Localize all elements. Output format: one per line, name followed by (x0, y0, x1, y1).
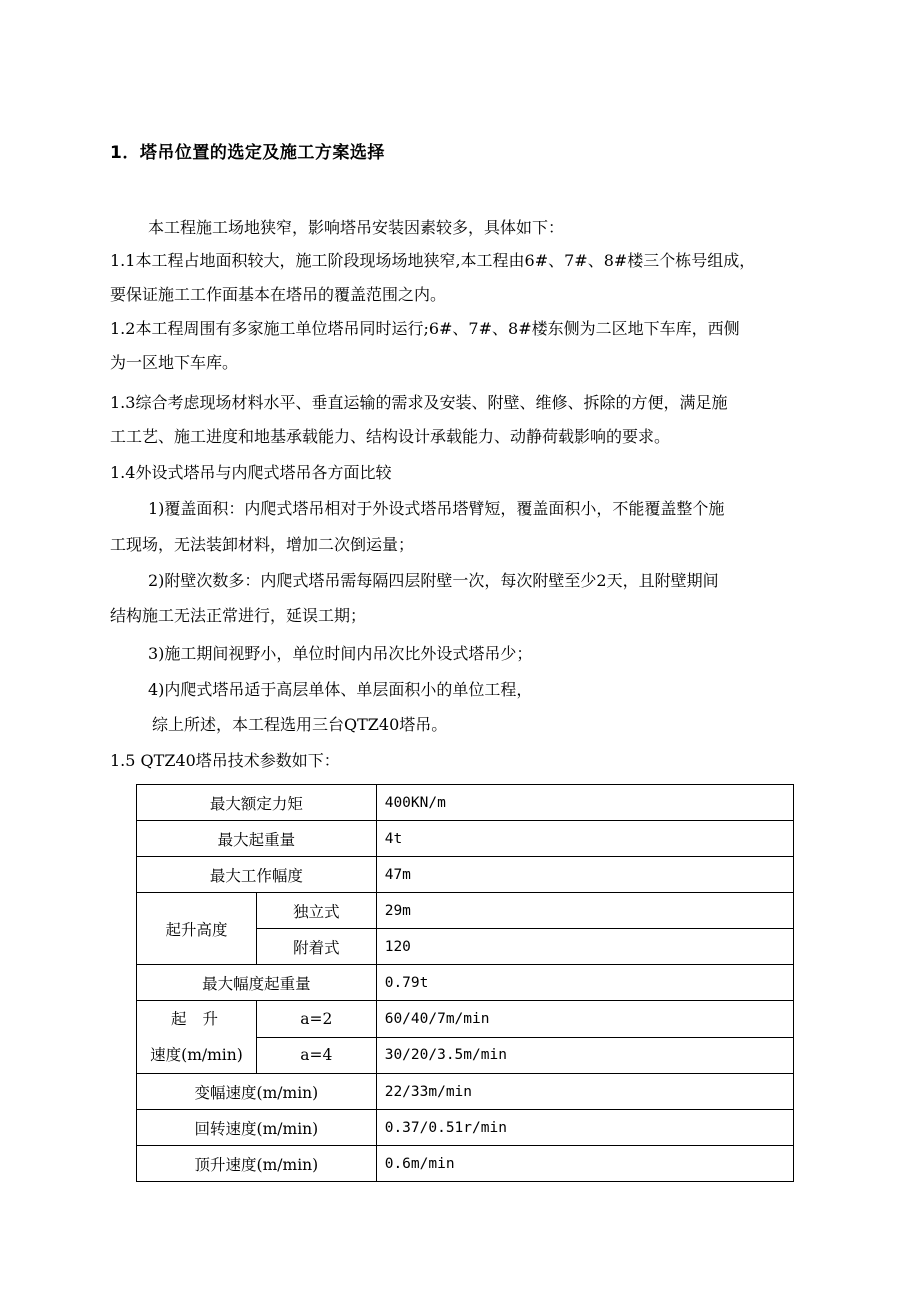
param-sublabel: 附着式 (256, 929, 376, 965)
paragraph-line: 要保证施工工作面基本在塔吊的覆盖范围之内。 (110, 285, 447, 304)
param-value: 400KN/m (376, 785, 793, 821)
table-row (137, 821, 794, 857)
param-label: 变幅速度(m/min) (137, 1074, 377, 1110)
table-row (137, 1001, 794, 1038)
paragraph-line: 1.1本工程占地面积较大，施工阶段现场场地狭窄,本工程由6#、7#、8#楼三个栋号组成， (110, 251, 756, 270)
table-row (137, 1074, 794, 1110)
paragraph-line: 1.4外设式塔吊与内爬式塔吊各方面比较 (110, 463, 392, 482)
param-label: 最大幅度起重量 (137, 965, 377, 1001)
param-label: 最大工作幅度 (137, 857, 377, 893)
param-value: 60/40/7m/min (376, 1001, 793, 1038)
tower-crane-parameters-table (136, 784, 794, 1182)
paragraph-line: 工工艺、施工进度和地基承载能力、结构设计承载能力、动静荷载影响的要求。 (110, 427, 671, 446)
param-sublabel: a=4 (256, 1037, 376, 1074)
table-row (137, 965, 794, 1001)
param-label-part: 速度(m/min) (150, 1046, 243, 1064)
paragraph-line: 1.3综合考虑现场材料水平、垂直运输的需求及安装、附壁、维修、拆除的方便，满足施 (110, 393, 728, 412)
param-label: 起升高度 (137, 893, 257, 965)
param-value: 120 (376, 929, 793, 965)
table-row (137, 1110, 794, 1146)
param-value: 29m (376, 893, 793, 929)
param-label-part: 起 (171, 1010, 187, 1028)
param-value: 0.6m/min (376, 1146, 793, 1182)
table-row (137, 1146, 794, 1182)
paragraph-line: 本工程施工场地狭窄，影响塔吊安装因素较多，具体如下： (148, 218, 565, 237)
param-value: 0.37/0.51r/min (376, 1110, 793, 1146)
param-label (137, 1001, 257, 1074)
param-sublabel: a=2 (256, 1001, 376, 1038)
param-value: 0.79t (376, 965, 793, 1001)
param-value: 47m (376, 857, 793, 893)
param-label-part: 升 (202, 1010, 218, 1028)
paragraph-line: 2)附壁次数多：内爬式塔吊需每隔四层附壁一次，每次附壁至少2天，且附壁期间 (148, 571, 719, 590)
paragraph-line: 结构施工无法正常进行，延误工期； (110, 606, 367, 625)
paragraph-line: 为一区地下车库。 (110, 353, 239, 372)
section-heading: 1．塔吊位置的选定及施工方案选择 (110, 143, 385, 163)
param-label: 最大起重量 (137, 821, 377, 857)
paragraph-line: 1.2本工程周围有多家施工单位塔吊同时运行;6#、7#、8#楼东侧为二区地下车库，西侧 (110, 319, 740, 338)
paragraph-line: 1.5 QTZ40塔吊技术参数如下： (110, 751, 340, 770)
param-label: 顶升速度(m/min) (137, 1146, 377, 1182)
paragraph-line: 1)覆盖面积：内爬式塔吊相对于外设式塔吊塔臂短，覆盖面积小，不能覆盖整个施 (148, 499, 725, 518)
paragraph-line: 综上所述，本工程选用三台QTZ40塔吊。 (152, 715, 448, 734)
table-row (137, 857, 794, 893)
param-value: 30/20/3.5m/min (376, 1037, 793, 1074)
param-value: 4t (376, 821, 793, 857)
param-value: 22/33m/min (376, 1074, 793, 1110)
param-label: 回转速度(m/min) (137, 1110, 377, 1146)
table-row (137, 785, 794, 821)
paragraph-line: 4)内爬式塔吊适于高层单体、单层面积小的单位工程， (148, 680, 533, 699)
param-sublabel: 独立式 (256, 893, 376, 929)
paragraph-line: 工现场，无法装卸材料，增加二次倒运量； (110, 535, 415, 554)
table-row (137, 893, 794, 929)
paragraph-line: 3)施工期间视野小，单位时间内吊次比外设式塔吊少； (148, 644, 533, 663)
param-label: 最大额定力矩 (137, 785, 377, 821)
